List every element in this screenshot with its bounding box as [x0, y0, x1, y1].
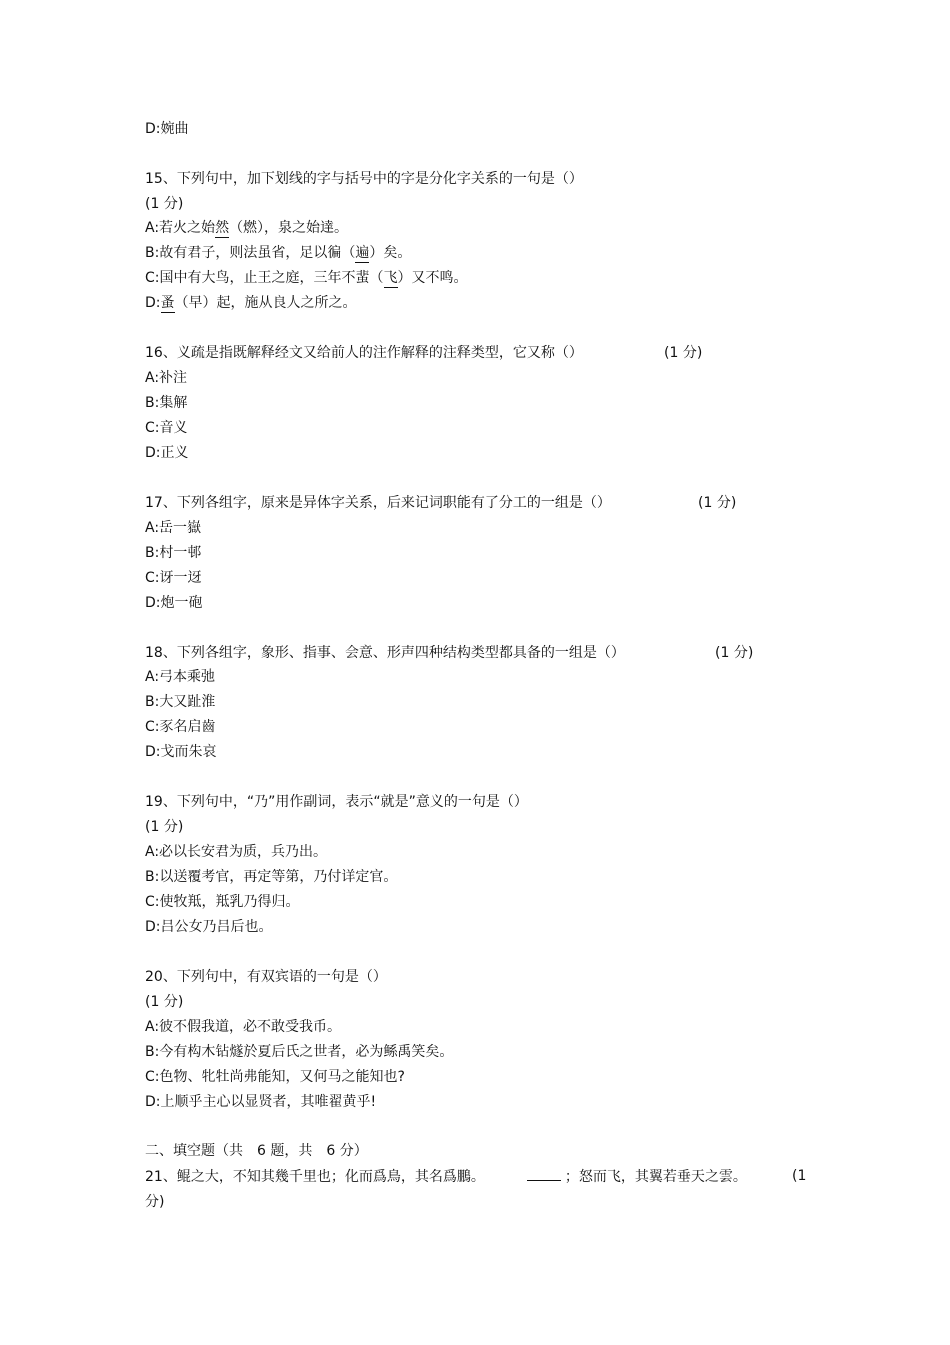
option-prefix: A:若火之始 [145, 220, 216, 236]
q17-option-b: B:村一邨 [145, 545, 202, 561]
q18-option-a: A:弓本乘弛 [145, 669, 216, 685]
option-prefix: C:国中有大鸟，止王之庭，三年不蜚（ [145, 270, 384, 286]
q20-stem: 20、下列句中，有双宾语的一句是（） [145, 969, 387, 985]
q19-score: (1 分) [145, 819, 184, 835]
q14-option-d: D:婉曲 [145, 121, 189, 137]
q16-option-a: A:补注 [145, 370, 188, 386]
q17-stem: 17、下列各组字，原来是异体字关系，后来记词职能有了分工的一组是（） [145, 495, 611, 511]
option-suffix: ）矣。 [369, 245, 412, 261]
q19-stem: 19、下列句中，“乃”用作副词，表示“就是”意义的一句是（） [145, 794, 528, 810]
q20-option-b: B:今有构木钻燧於夏后氏之世者，必为鲧禹笑矣。 [145, 1044, 454, 1060]
underlined-char: 飞 [383, 270, 398, 286]
underlined-char: 蚤 [160, 295, 175, 311]
q17-option-d: D:炮一砲 [145, 595, 203, 611]
q20-option-d: D:上顺乎主心以显贤者，其唯翟黄乎! [145, 1094, 377, 1110]
q21-stem [145, 1167, 747, 1186]
q19-option-b: B:以送覆考官，再定等第，乃付详定官。 [145, 869, 398, 885]
q16-option-c: C:音义 [145, 420, 188, 436]
q18-stem: 18、下列各组字，象形、指事、会意、形声四种结构类型都具备的一组是（） [145, 645, 625, 661]
q21-answer-blank[interactable] [527, 1167, 561, 1181]
option-suffix: （燃），泉之始達。 [229, 220, 349, 236]
option-prefix: B:故有君子，则法虽省，足以徧（ [145, 245, 356, 261]
q18-option-d: D:戈而朱哀 [145, 744, 217, 760]
q16-option-b: B:集解 [145, 395, 188, 411]
q18-option-c: C:豕名启齒 [145, 719, 216, 735]
q19-option-d: D:吕公女乃吕后也。 [145, 919, 273, 935]
q21-text-before-blank: 21、鲲之大，不知其幾千里也；化而爲鳥，其名爲鵬。 [145, 1169, 485, 1185]
q20-score: (1 分) [145, 994, 184, 1010]
underlined-char: 然 [215, 220, 230, 236]
q20-option-a: A:彼不假我道，必不敢受我币。 [145, 1019, 342, 1035]
q15-option-b [145, 244, 411, 262]
q19-option-a: A:必以长安君为质，兵乃出。 [145, 844, 328, 860]
q15-score: (1 分) [145, 196, 184, 212]
q21-score-part1: (1 [792, 1168, 807, 1184]
q15-stem: 15、下列句中，加下划线的字与括号中的字是分化字关系的一句是（） [145, 171, 583, 187]
option-suffix: （早）起，施从良人之所之。 [174, 295, 357, 311]
q17-score: (1 分) [698, 495, 737, 511]
option-prefix: D: [145, 295, 161, 311]
q16-stem: 16、义疏是指既解释经文又给前人的注作解释的注释类型，它又称（） [145, 345, 583, 361]
q15-option-c [145, 269, 468, 287]
q15-option-d [145, 294, 357, 312]
q21-text-after-blank: ；怒而飞，其翼若垂天之雲。 [564, 1169, 747, 1185]
q16-score: (1 分) [664, 345, 703, 361]
q18-option-b: B:大又趾淮 [145, 694, 216, 710]
q18-score: (1 分) [715, 645, 754, 661]
underlined-char: 遍 [355, 245, 370, 261]
q20-option-c: C:色物、牝牡尚弗能知，又何马之能知也? [145, 1069, 405, 1085]
q16-option-d: D:正义 [145, 445, 189, 461]
section-heading: 二、填空题（共 6 题，共 6 分） [145, 1143, 368, 1159]
q19-option-c: C:使牧羝，羝乳乃得归。 [145, 894, 300, 910]
q21-score-part2: 分) [145, 1194, 165, 1210]
q15-option-a [145, 219, 348, 237]
q17-option-c: C:讶一迓 [145, 570, 202, 586]
option-suffix: ）又不鸣。 [397, 270, 468, 286]
q17-option-a: A:岳一嶽 [145, 520, 202, 536]
